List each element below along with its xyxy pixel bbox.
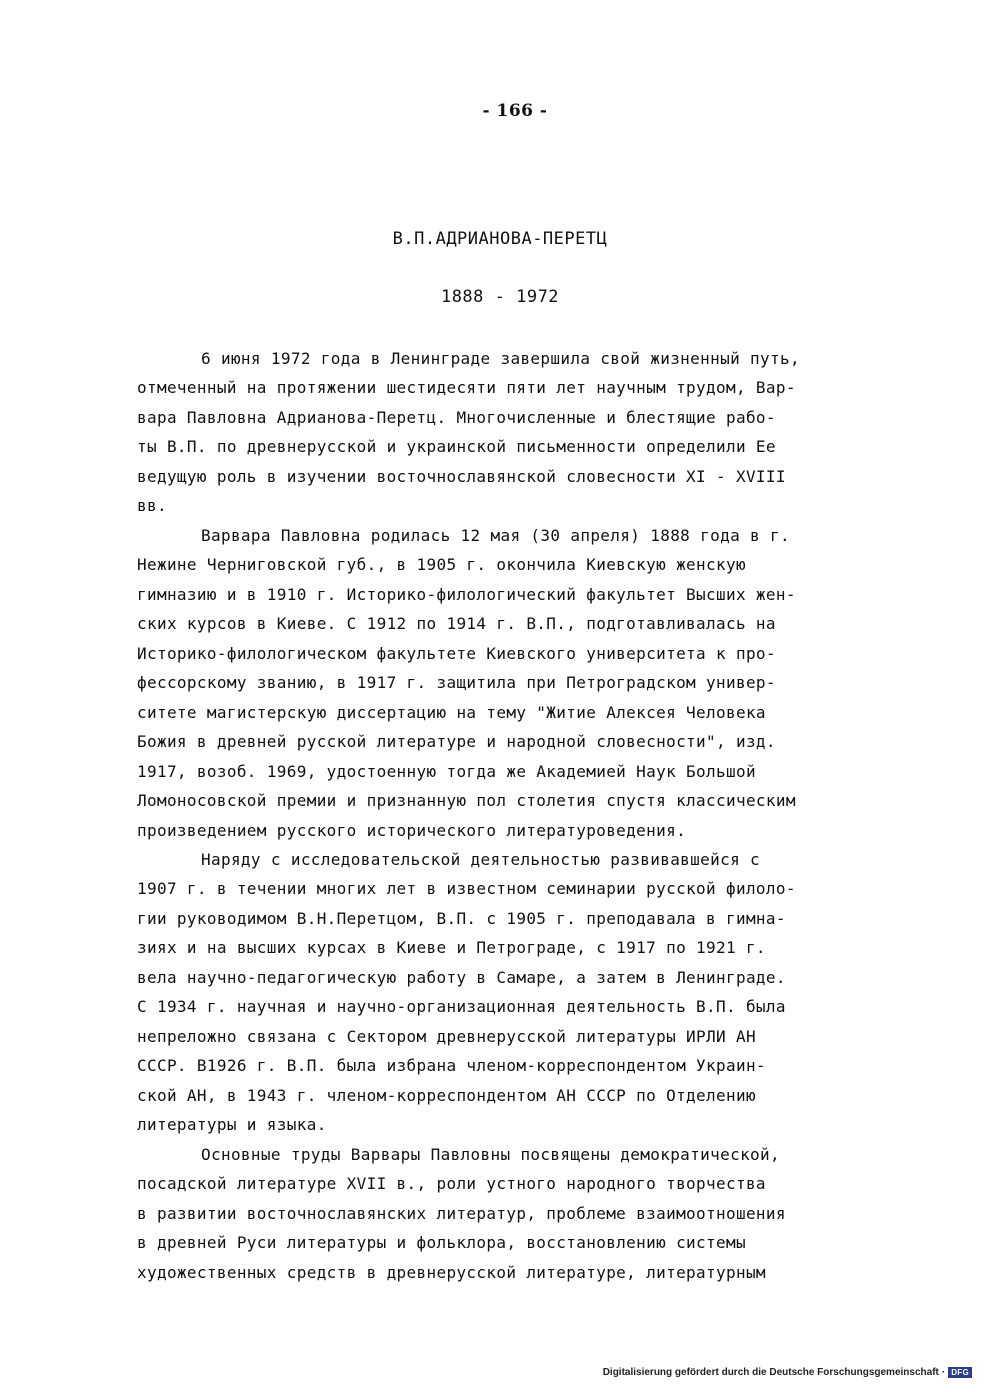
text-line: гимназию и в 1910 г. Историко-филологический факультет Высших жен- [137,584,796,604]
text-line: литературы и языка. [137,1115,327,1135]
text-line: ской АН, в 1943 г. членом-корреспондентом АН СССР по Отделению [137,1085,756,1105]
text-line: Историко-филологическом факультете Киевского университета к про- [137,643,776,663]
text-line: ских курсов в Киеве. С 1912 по 1914 г. В.П., подготавливалась на [137,614,776,634]
text-line: в древней Руси литературы и фольклора, восстановлению системы [137,1233,746,1253]
text-line: вара Павловна Адрианова-Перетц. Многочисленные и блестящие рабо- [137,407,776,427]
text-line: вв. [137,496,167,516]
page-number: - 166 - [482,101,548,121]
text-line: в развитии восточнославянских литератур, проблеме взаимоотношения [137,1203,786,1223]
text-line: Ломоносовской премии и признанную пол столетия спустя классическим [137,791,796,811]
text-line: С 1934 г. научная и научно-организационная деятельность В.П. была [137,997,786,1017]
text-line: фессорскому званию, в 1917 г. защитила при Петроградском универ- [137,673,776,693]
text-line: Нежине Черниговской губ., в 1905 г. окончила Киевскую женскую [137,555,746,575]
text-line: СССР. В1926 г. В.П. была избрана членом-корреспондентом Украин- [137,1056,766,1076]
text-line: вела научно-педагогическую работу в Самаре, а затем в Ленинграде. [137,967,786,987]
text-line: отмеченный на протяжении шестидесяти пяти лет научным трудом, Вар- [137,378,796,398]
text-line: Варвара Павловна родилась 12 мая (30 апреля) 1888 года в г. [201,525,790,545]
text-line: ведущую роль в изучении восточнославянской словесности XI - XVIII [137,466,786,486]
dfg-logo: DFG [948,1367,972,1378]
article-title: В.П.АДРИАНОВА-ПЕРЕТЦ [392,229,608,249]
text-line: художественных средств в древнерусской литературе, литературным [137,1262,766,1282]
text-line: зиях и на высших курсах в Киеве и Петрограде, с 1917 по 1921 г. [137,938,766,958]
text-line: ты В.П. по древнерусской и украинской письменности определили Ее [137,437,776,457]
body-text [137,344,937,1287]
text-line: Божия в древней русской литературе и народной словесности", изд. [137,732,776,752]
text-line: произведением русского исторического литературоведения. [137,820,687,840]
text-line: 1917, возоб. 1969, удостоенную тогда же Академией Наук Большой [137,761,756,781]
text-line: ситете магистерскую диссертацию на тему "Житие Алексея Человека [137,702,766,722]
text-line: непреложно связана с Сектором древнерусской литературы ИРЛИ АН [137,1026,756,1046]
credit-text: Digitalisierung gefördert durch die Deutsche Forschungsgemeinschaft [602,1367,939,1378]
text-line: 6 июня 1972 года в Ленинграде завершила свой жизненный путь, [201,349,800,368]
text-line: Основные труды Варвары Павловны посвящены демократической, [201,1144,781,1164]
text-line: посадской литературе XVII в., роли устного народного творчества [137,1174,766,1194]
text-line: гии руководимом В.Н.Перетцом, В.П. с 1905 г. преподавала в гимна- [137,908,786,928]
text-line: Наряду с исследовательской деятельностью развивавшейся с [201,849,761,869]
text-line: 1907 г. в течении многих лет в известном семинарии русской филоло- [137,879,796,899]
life-years: 1888 - 1972 [440,287,560,307]
digitization-credit: Digitalisierung gefördert durch die Deutsche Forschungsgemeinschaft · DFG [603,1367,972,1378]
